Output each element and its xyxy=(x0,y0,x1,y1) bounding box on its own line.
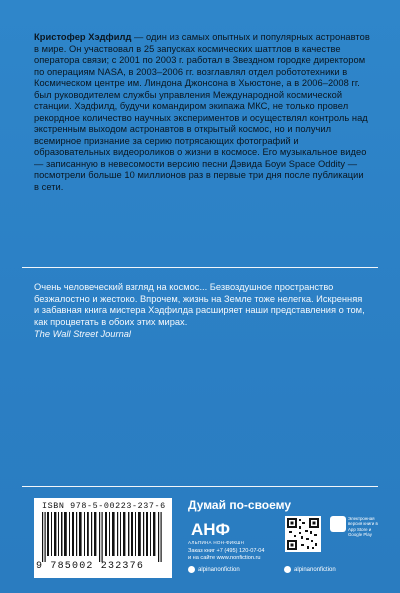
social-tg xyxy=(284,566,336,573)
publisher-logo xyxy=(190,519,230,539)
order-site: и на сайте www.nonfiction.ru xyxy=(188,555,261,562)
divider-bottom xyxy=(22,486,378,487)
telegram-icon xyxy=(284,566,291,573)
quote-source: The Wall Street Journal xyxy=(34,329,131,340)
publisher-slogan: Думай по-своему xyxy=(188,498,292,512)
bio-text: — один из самых опытных и популярных астронавтов в мире. Он участвовал в 25 запусках космических шаттлов в качестве оператора связи; с 2001 по 2003 г. работал в Звездном городке директором по операциям NASA, в 2003–2006 гг. возглавлял отдел робототехники в Космическом центре им. Линдона Джонсона в Хьюстоне, а в 2006–2008 гг. был руководителем службы управления Международной космической станции. Хэдфилд, будучи командиром экипажа МКС, не только провел рекордное количество научных экспериментов и осуществлял контроль над экстренным выходом астронавтов в открытый космос, но и получил всемирное признание за серию потрясающих фотографий и образовательных видеороликов о жизни в космосе. Его музыкальное видео — записанную в невесомости версию песни Дэвида Боуи Space Oddity — посмотрели больше 10 миллионов раз в первые три дня после публикации в сети. xyxy=(34,32,370,192)
review-quote xyxy=(34,282,370,341)
vk-icon xyxy=(188,566,195,573)
ean-digits: 9 785002 232376 xyxy=(36,561,145,572)
qr-code-icon xyxy=(285,516,321,552)
app-icon xyxy=(330,516,346,532)
logo-text: АНФ xyxy=(191,520,230,539)
quote-text: Очень человеческий взгляд на космос... Безвоздушное пространство безжалостно и жестоко. Впрочем, жизнь на Земле тоже нелегка. Искренняя и забавная книга мистера Хэдфилда расширяет наши представления о том, как процветать в обоих этих мирах. xyxy=(34,282,365,327)
social-tg-handle: alpinanonfiction xyxy=(294,566,336,573)
app-store-note: Электронная версия книги в App Store и Google Play xyxy=(348,516,378,538)
barcode-icon xyxy=(42,512,164,562)
order-info xyxy=(188,548,288,562)
divider-top xyxy=(22,267,378,268)
order-phone: Заказ книг +7 (495) 120-07-04 xyxy=(188,548,265,554)
social-vk xyxy=(188,566,240,573)
social-vk-handle: alpinanonfiction xyxy=(198,566,240,573)
isbn-label: ISBN 978-5-00223-237-6 xyxy=(42,501,166,511)
author-bio xyxy=(34,32,370,193)
logo-subtitle: АЛЬПИНА НОН-ФИКШН xyxy=(188,540,245,545)
barcode-block xyxy=(34,498,172,578)
author-name: Кристофер Хэдфилд xyxy=(34,32,132,42)
